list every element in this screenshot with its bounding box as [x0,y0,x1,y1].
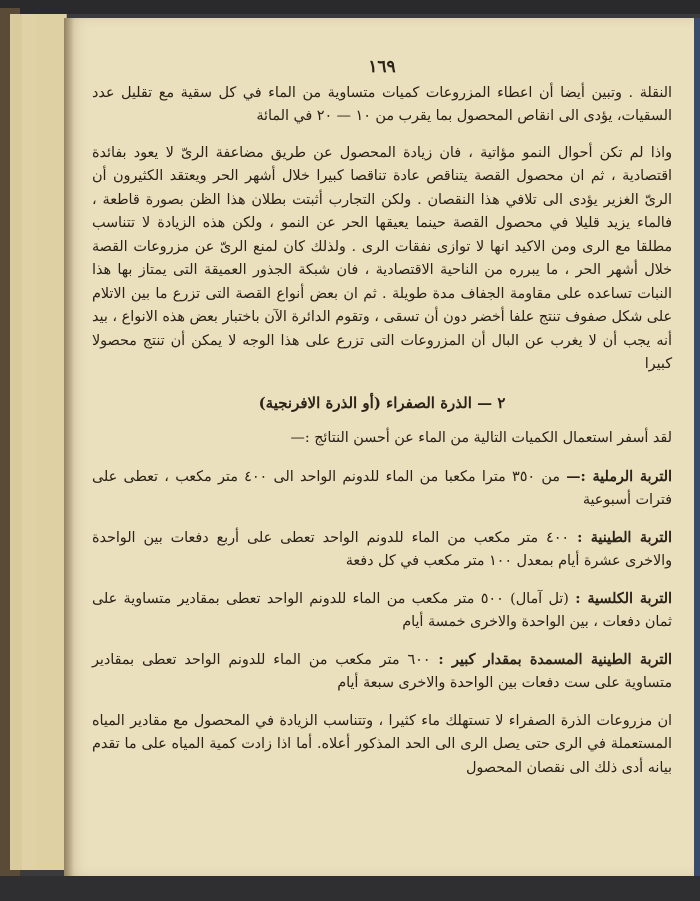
page-gutter-shadow [64,18,74,876]
section-intro: لقد أسفر استعمال الكميات التالية من الماء عن أحسن النتائج :— [290,430,672,446]
scanner-top-edge [0,0,700,14]
soil-entry-text: ٤٠٠ متر مكعب من الماء للدونم الواحد تعطى على أربع دفعات بين الواحدة والاخرى عشرة أيام بمعدل ١٠٠ متر مكعب في كل دفعة [92,529,672,569]
page-stack-edge [36,14,67,870]
paragraph-intro-2: واذا لم تكن أحوال النمو مؤاتية ، فان زيادة المحصول عن طريق مضاعفة الرىّ لا يعود بفائدة اقتصادية ، ثم ان محصول القصة يتناقص عادة تناقصا كبيرا خلال أشهر الحر ويعتقد الكثيرون أن الرىّ الغزير يؤدى الى تلافي هذا النقصان . ولكن التجارب أثبتت بطلان هذا الظن بصورة قاطعة ، فالماء يزيد قليلا في محصول القصة حينما يعيقها الحر عن النمو ، ولكن هذه الزيادة لا تتناسب مطلقا مع الرى ومن الاكيد انها لا توازى نفقات الرى . ولذلك كان لمنع الرىّ عن مزروعات القصة خلال أشهر الحر ، ما يبرره من الناحية الاقتصادية ، فان شبكة الجذور العميقة التى يمتاز بها هذا النبات تساعده على مقاومة الجفاف مدة طويلة . ثم ان بعض أنواع القصة التى تزرع ما بين الاتلام على شكل صفوف تنتج علفا أخضر دون أن تسقى ، وتقوم الدائرة الآن باختبار بعض هذه الانواع ، بيد أنه يجب أن لا يغرب عن البال أن المزروعات التى تزرع على هذا الوجه لا يمكن أن تنتج محصولا كبيرا [92,144,672,372]
closing-paragraph: ان مزروعات الذرة الصفراء لا تستهلك ماء كثيرا ، وتتناسب الزيادة في المحصول مع مقادير المياه المستعملة في الرى حتى يصل الرى الى الحد المذكور أعلاه. أما اذا زادت كمية المياه على ما تقدم بيانه أدى ذلك الى نقصان المحصول [92,712,672,776]
soil-entry-text: من ٣٥٠ مترا مكعبا من الماء للدونم الواحد الى ٤٠٠ متر مكعب ، تعطى على فترات أسبوعية [92,468,672,508]
page-number: ١٦٩ [368,57,396,77]
soil-entry-label: التربة الطينية المسمدة بمقدار كبير : [438,651,673,668]
section-heading: ٢ — الذرة الصفراء (أو الذرة الافرنجية) [258,393,506,412]
book-page [64,18,700,876]
soil-entry-text: ٦٠٠ متر مكعب من الماء للدونم الواحد تعطى بمقادير متساوية على ست دفعات بين الواحدة والاخرى سبعة أيام [92,651,672,691]
page-text-block [92,56,672,795]
scanner-right-edge [694,18,700,876]
soil-entry-label: التربة الكلسية : [575,590,672,607]
soil-entry-label: التربة الطينية : [577,529,672,546]
soil-entry-label: التربة الرملية :— [566,468,672,485]
paragraph-intro-1: النقلة . وتبين أيضا أن اعطاء المزروعات كميات متساوية من الماء في كل سقية مع تقليل عدد السقيات، يؤدى الى انقاص المحصول بما يقرب من ١٠ — ٢٠ في المائة [92,84,672,124]
soil-entry-sandy [92,466,672,513]
soil-entry-text: (تل آمال) ٥٠٠ متر مكعب من الماء للدونم الواحد تعطى بمقادير متساوية على ثمان دفعات ، بين الواحدة والاخرى خمسة أيام [92,590,672,630]
soil-entry-calcareous [92,588,672,635]
soil-entry-fertilized-clay [92,649,672,696]
soil-entry-clay [92,527,672,574]
scanner-bottom-edge [0,876,700,901]
